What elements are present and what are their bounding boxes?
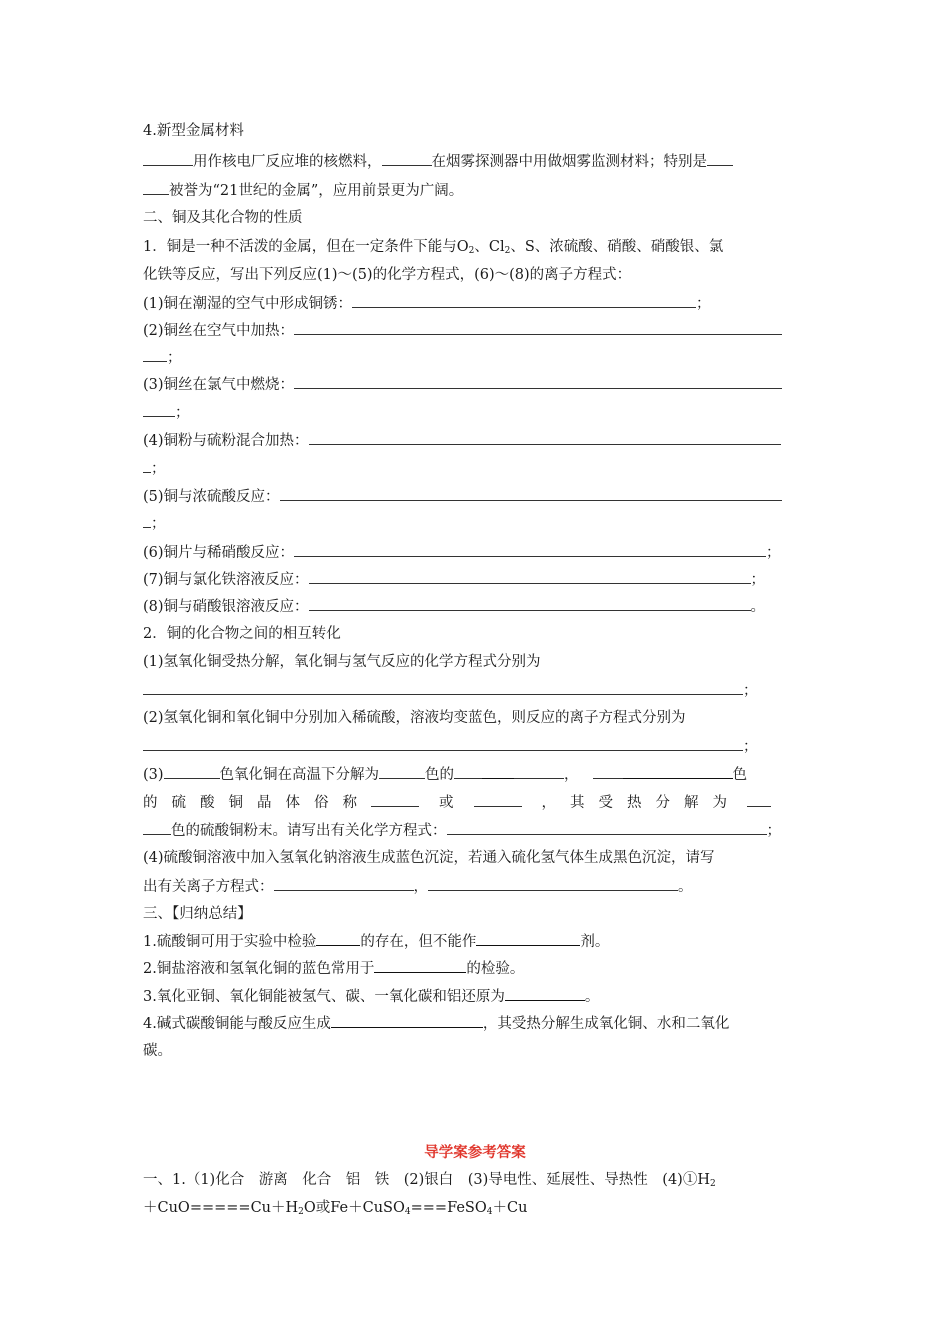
answer-blank[interactable] bbox=[309, 596, 751, 611]
answer-blank[interactable] bbox=[143, 458, 151, 473]
answer-blank[interactable] bbox=[143, 736, 743, 751]
blank[interactable] bbox=[623, 764, 733, 779]
conversion-2: (2)氢氧化铜和氧化铜中分别加入稀硫酸，溶液均变蓝色，则反应的离子方程式分别为 bbox=[143, 710, 686, 726]
reaction-3: (3)铜丝在氯气中燃烧： bbox=[143, 374, 782, 395]
blank[interactable] bbox=[379, 764, 425, 779]
conversion-1-answer: ； bbox=[143, 680, 758, 701]
reaction-6: (6)铜片与稀硝酸反应： ； bbox=[143, 542, 781, 563]
conversion-3-line-2: 的硫酸铜晶体俗称 或 ，其受热分解为 bbox=[143, 792, 771, 813]
reaction-2-cont: ； bbox=[143, 347, 182, 368]
answer-blank[interactable] bbox=[352, 293, 696, 308]
answer-blank[interactable] bbox=[274, 876, 414, 891]
reaction-8: (8)铜与硝酸银溶液反应： 。 bbox=[143, 596, 765, 617]
blank[interactable] bbox=[164, 764, 220, 779]
conversion-2-answer: ； bbox=[143, 736, 758, 757]
blank[interactable] bbox=[143, 151, 193, 166]
blank[interactable] bbox=[593, 764, 623, 779]
blank[interactable] bbox=[474, 792, 522, 807]
section-4-line-2: 被誉为“21世纪的金属”，应用前景更为广阔。 bbox=[143, 180, 463, 201]
section-2-heading: 二、铜及其化合物的性质 bbox=[143, 210, 303, 226]
conversion-heading: 2．铜的化合物之间的相互转化 bbox=[143, 626, 341, 642]
copper-intro-line-1: 1．铜是一种不活泼的金属，但在一定条件下能与$O_2$、$Cl_2$、S、浓硫酸、硝酸、硝酸银、氯 bbox=[143, 239, 724, 256]
answers-title: 导学案参考答案 bbox=[424, 1144, 526, 1161]
answer-blank[interactable] bbox=[294, 320, 782, 335]
blank[interactable] bbox=[331, 1013, 483, 1028]
answer-blank[interactable] bbox=[294, 374, 782, 389]
reaction-4: (4)铜粉与硫粉混合加热： bbox=[143, 430, 781, 451]
reaction-7: (7)铜与氯化铁溶液反应： ； bbox=[143, 569, 765, 590]
copper-intro-line-2: 化铁等反应，写出下列反应(1)～(5)的化学方程式，(6)～(8)的离子方程式： bbox=[143, 267, 632, 283]
answers-line-1: 一、1.（1)化合 游离 化合 铝 铁 (2)银白 (3)导电性、延展性、导热性 $(4)①H_2$ bbox=[143, 1172, 716, 1189]
blank[interactable] bbox=[371, 792, 419, 807]
blank[interactable] bbox=[374, 958, 466, 973]
reaction-4-cont: ； bbox=[143, 458, 166, 479]
section-3-heading: 三、【归纳总结】 bbox=[143, 906, 252, 922]
answer-blank[interactable] bbox=[309, 569, 751, 584]
blank[interactable] bbox=[143, 180, 169, 195]
summary-2: 2.铜盐溶液和氢氧化铜的蓝色常用于 的检验。 bbox=[143, 958, 524, 979]
blank[interactable] bbox=[143, 820, 171, 835]
conversion-3-line-3: 色的硫酸铜粉末。请写出有关化学方程式： ； bbox=[143, 820, 781, 841]
blank[interactable] bbox=[382, 151, 432, 166]
section-4-title: 4.新型金属材料 bbox=[143, 123, 244, 139]
blank[interactable] bbox=[707, 151, 733, 166]
summary-4: 4.碱式碳酸铜能与酸反应生成 ，其受热分解生成氧化铜、水和二氧化 bbox=[143, 1013, 729, 1034]
answers-line-2: $+CuO=====Cu+H_2O$或Fe＋CuSO$_4$===FeSO$_4$＋Cu bbox=[143, 1200, 528, 1217]
answer-blank[interactable] bbox=[280, 486, 782, 501]
answer-blank[interactable] bbox=[294, 542, 766, 557]
reaction-2: (2)铜丝在空气中加热： bbox=[143, 320, 782, 341]
conversion-4-answer: 出有关离子方程式： ， 。 bbox=[143, 876, 693, 897]
reaction-3-cont: ； bbox=[143, 402, 190, 423]
answer-blank[interactable] bbox=[143, 402, 175, 417]
answer-blank[interactable] bbox=[447, 820, 767, 835]
blank[interactable] bbox=[454, 764, 482, 779]
blank[interactable] bbox=[316, 931, 360, 946]
blank[interactable] bbox=[476, 931, 580, 946]
reaction-1: (1)铜在潮湿的空气中形成铜锈： ； bbox=[143, 293, 711, 314]
answer-blank[interactable] bbox=[309, 430, 781, 445]
conversion-3: (3) 色氧化铜在高温下分解为 色的 ， 色 bbox=[143, 764, 747, 785]
blank[interactable] bbox=[747, 792, 771, 807]
reaction-5: (5)铜与浓硫酸反应： bbox=[143, 486, 782, 507]
summary-1: 1.硫酸铜可用于实验中检验 的存在，但不能作 剂。 bbox=[143, 931, 609, 952]
answer-blank[interactable] bbox=[143, 347, 167, 362]
reaction-5-cont: ； bbox=[143, 513, 166, 534]
answer-blank[interactable] bbox=[143, 680, 743, 695]
blank[interactable] bbox=[505, 986, 585, 1001]
blank[interactable] bbox=[514, 764, 564, 779]
summary-3: 3.氧化亚铜、氧化铜能被氢气、碳、一氧化碳和铝还原为 。 bbox=[143, 986, 599, 1007]
answer-blank[interactable] bbox=[143, 513, 151, 528]
answer-blank[interactable] bbox=[428, 876, 678, 891]
blank[interactable] bbox=[482, 764, 514, 779]
summary-4-cont: 碳。 bbox=[143, 1043, 172, 1059]
conversion-4: (4)硫酸铜溶液中加入氢氧化钠溶液生成蓝色沉淀，若通入硫化氢气体生成黑色沉淀，请写 bbox=[143, 850, 715, 866]
conversion-1: (1)氢氧化铜受热分解，氧化铜与氢气反应的化学方程式分别为 bbox=[143, 654, 541, 670]
section-4-line-1: 用作核电厂反应堆的核燃料， 在烟雾探测器中用做烟雾监测材料；特别是 bbox=[143, 151, 733, 172]
